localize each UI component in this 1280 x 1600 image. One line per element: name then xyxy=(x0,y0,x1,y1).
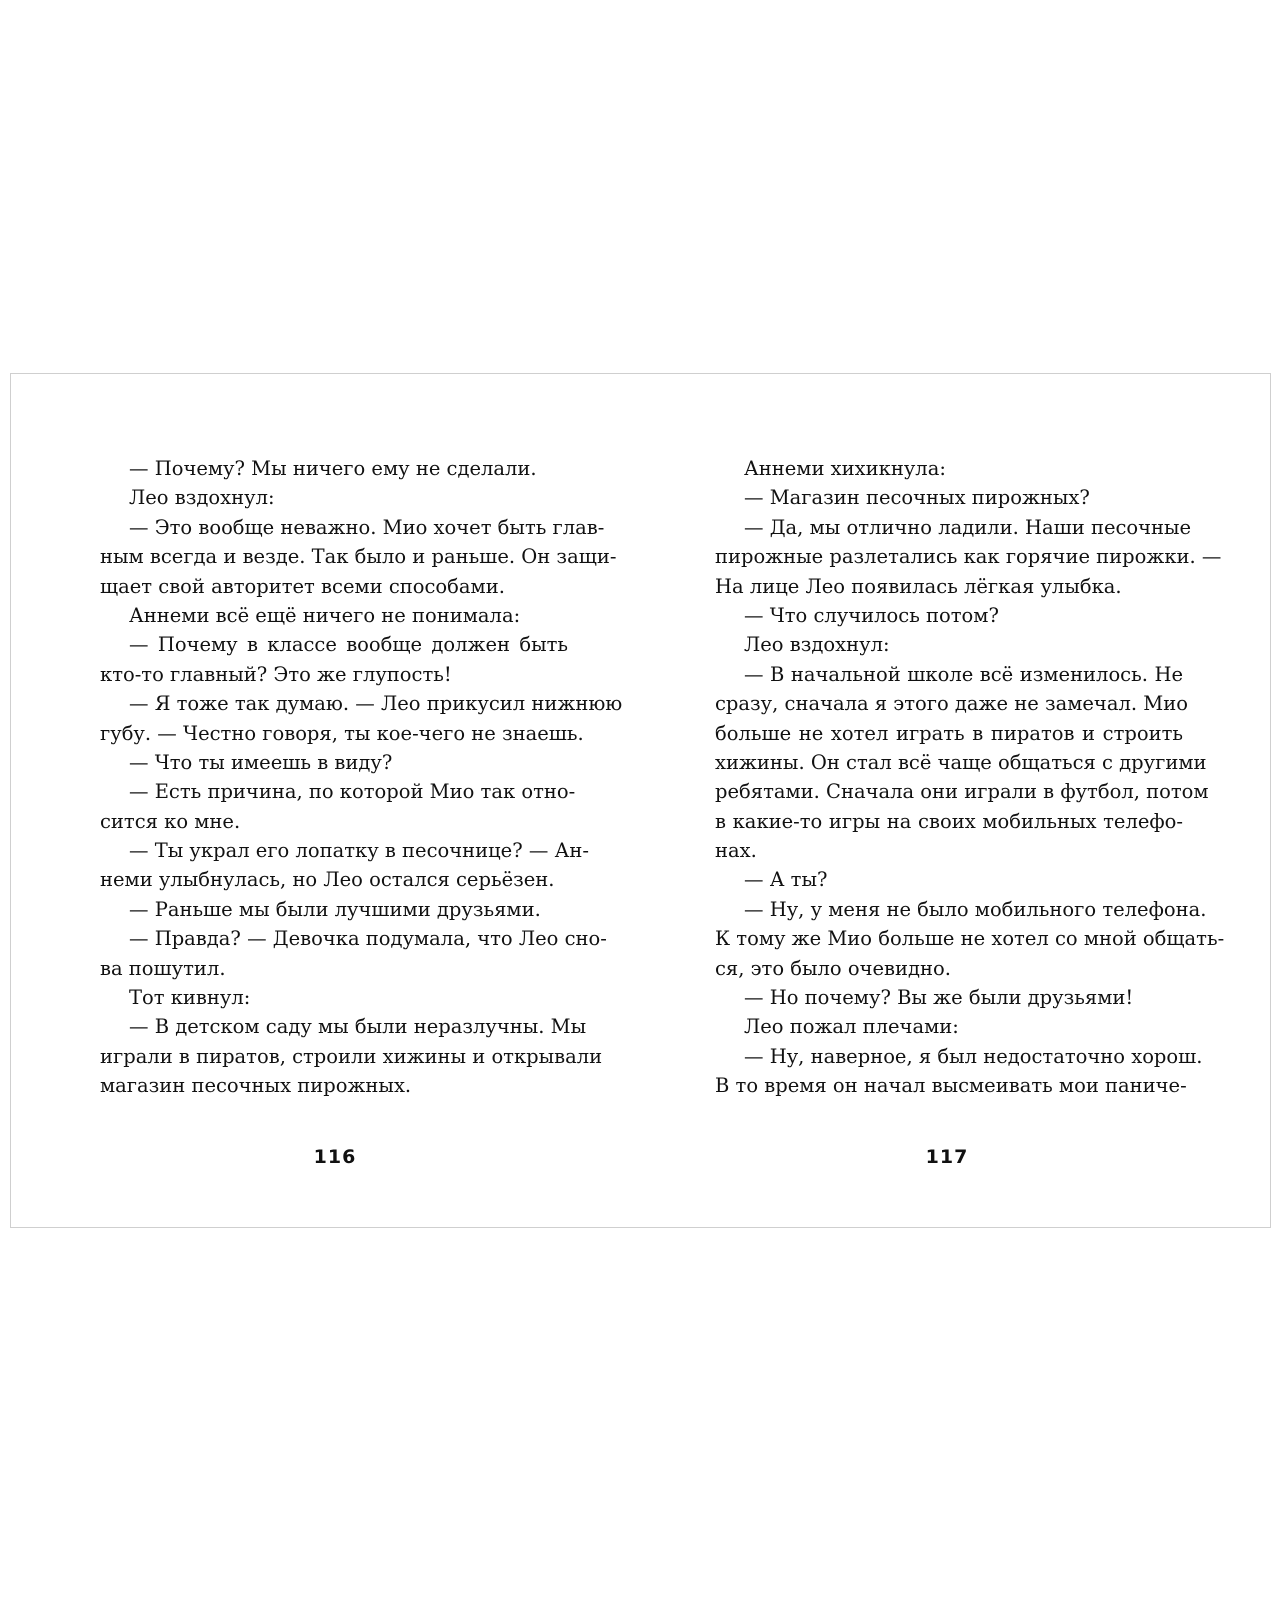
text-line: К тому же Мио больше не хотел со мной общать- xyxy=(715,927,1225,951)
text-line: — Почему? Мы ничего ему не сделали. xyxy=(129,457,537,480)
text-line: неми улыбнулась, но Лео остался серьёзен. xyxy=(100,868,555,892)
text-line: — Что ты имеешь в виду? xyxy=(129,750,393,774)
text-line: ва пошутил. xyxy=(100,956,226,980)
text-line: Лео вздохнул: xyxy=(744,633,890,657)
text-line: ным всегда и везде. Так было и раньше. Он защи- xyxy=(100,545,617,569)
text-line: — Ну, у меня не было мобильного телефона. xyxy=(744,897,1207,921)
text-line: щает свой авторитет всеми способами. xyxy=(100,574,505,598)
text-line: Аннеми хихикнула: xyxy=(744,457,946,480)
text-line: ребятами. Сначала они играли в футбол, потом xyxy=(715,780,1209,804)
text-line: — Есть причина, по которой Мио так отно- xyxy=(129,780,576,804)
text-line: играли в пиратов, строили хижины и открывали xyxy=(100,1044,603,1068)
text-line: На лице Лео появилась лёгкая улыбка. xyxy=(715,574,1122,598)
text-line: пирожные разлетались как горячие пирожки. — xyxy=(715,545,1222,569)
text-line: Лео вздохнул: xyxy=(129,486,275,510)
text-line: сразу, сначала я этого даже не замечал. Мио xyxy=(715,692,1188,716)
left-page xyxy=(100,454,623,1101)
text-line: — Правда? — Девочка подумала, что Лео сно- xyxy=(129,927,607,951)
text-line: — Ну, наверное, я был недостаточно хорош. xyxy=(744,1044,1203,1068)
text-line: — Ты украл его лопатку в песочнице? — Ан- xyxy=(129,839,589,863)
text-line: хижины. Он стал всё чаще общаться с другими xyxy=(715,750,1207,774)
text-line: Тот кивнул: xyxy=(129,986,251,1010)
page-number-left: 116 xyxy=(313,1146,357,1168)
text-line: — Что случилось потом? xyxy=(744,603,999,627)
text-line: губу. — Честно говоря, ты кое-чего не знаешь. xyxy=(100,721,584,745)
text-line: — Но почему? Вы же были друзьями! xyxy=(744,986,1134,1010)
text-line: нах. xyxy=(715,839,757,863)
text-line: в какие-то игры на своих мобильных телефо- xyxy=(715,809,1183,833)
text-line: Аннеми всё ещё ничего не понимала: xyxy=(129,603,521,627)
text-line: — Магазин песочных пирожных? xyxy=(744,486,1090,510)
page-number-right: 117 xyxy=(925,1146,969,1168)
right-page xyxy=(715,454,1225,1101)
text-line: — В начальной школе всё изменилось. Не xyxy=(744,662,1183,686)
text-line: — В детском саду мы были неразлучны. Мы xyxy=(129,1015,587,1039)
text-line: сится ко мне. xyxy=(100,809,241,833)
text-line: — Почему в классе вообще должен быть xyxy=(129,633,568,657)
text-line: больше не хотел играть в пиратов и строить xyxy=(715,721,1183,745)
text-line: Лео пожал плечами: xyxy=(744,1015,959,1039)
text-line: — Я тоже так думаю. — Лео прикусил нижнюю xyxy=(129,692,623,716)
text-line: — Раньше мы были лучшими друзьями. xyxy=(129,897,541,921)
text-line: — Это вообще неважно. Мио хочет быть глав- xyxy=(129,515,605,539)
text-line: магазин песочных пирожных. xyxy=(100,1074,412,1098)
text-line: — А ты? xyxy=(744,868,828,892)
text-line: ся, это было очевидно. xyxy=(715,956,951,980)
book-spread xyxy=(10,373,1271,1228)
text-line: В то время он начал высмеивать мои паниче- xyxy=(715,1074,1187,1098)
text-line: кто-то главный? Это же глупость! xyxy=(100,662,452,686)
text-line: — Да, мы отлично ладили. Наши песочные xyxy=(744,515,1192,539)
